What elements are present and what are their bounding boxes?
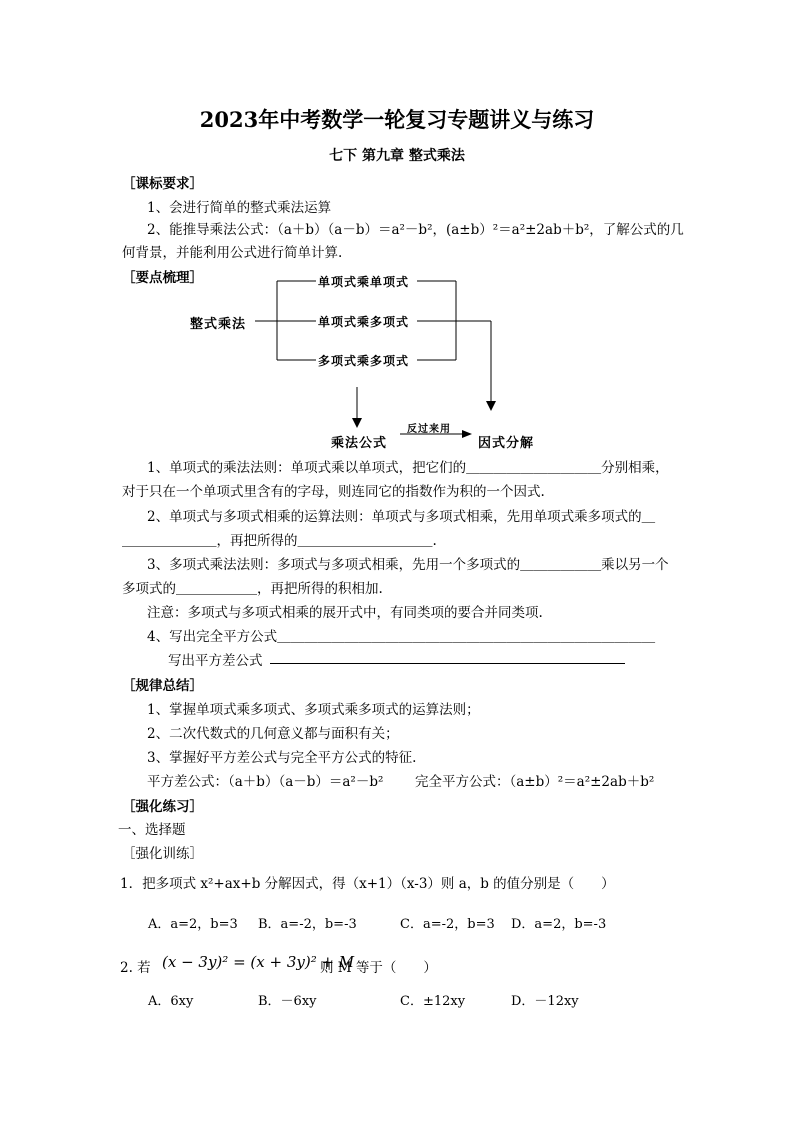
question-2-suffix: 则 M 等于（ ） [320, 960, 437, 976]
key-item: 4、写出完全平方公式＿＿＿＿＿＿＿＿＿＿＿＿＿＿＿＿＿＿＿＿＿＿＿＿＿＿＿＿ [147, 629, 656, 645]
key-item: ＿＿＿＿＿＿＿，再把所得的＿＿＿＿＿＿＿＿＿＿. [122, 533, 437, 549]
key-item: 1、单项式的乘法法则：单项式乘以单项式，把它们的＿＿＿＿＿＿＿＿＿＿分别相乘， [147, 460, 669, 476]
rule-item: 平方差公式：（a＋b）（a－b）＝a²－b² [147, 774, 384, 790]
section-key-points: ［要点梳理］ [122, 270, 203, 286]
key-item: 多项式的＿＿＿＿＿＿，再把所得的积相加. [122, 581, 383, 597]
curriculum-item: 1、会进行简单的整式乘法运算 [147, 200, 332, 216]
key-item: 2、单项式与多项式相乘的运算法则：单项式与多项式相乘，先用单项式乘多项式的＿ [147, 509, 656, 525]
question-2-prefix: 2. 若 [120, 960, 151, 976]
diagram-factor: 因式分解 [478, 436, 535, 451]
arrowhead [486, 401, 496, 411]
section-practice: ［强化练习］ [122, 799, 203, 815]
curriculum-item: 2、能推导乘法公式：（a＋b）（a－b）＝a²－b²，(a±b）²＝a²±2ab＋b²，了解公式的几 [147, 222, 684, 238]
rule-item: 完全平方公式：（a±b）²＝a²±2ab＋b² [415, 774, 655, 790]
diagram-branch: 单项式乘多项式 [318, 315, 410, 329]
question-1-option: C．a=-2，b=3 [400, 917, 495, 932]
diagram-branch: 单项式乘单项式 [318, 275, 410, 289]
key-item: 3、多项式乘法法则：多项式与多项式相乘，先用一个多项式的＿＿＿＿＿＿乘以另一个 [147, 557, 669, 573]
diagram-root: 整式乘法 [190, 317, 247, 332]
rule-item: 2、二次代数式的几何意义都与面积有关； [147, 726, 399, 742]
question-2-option: A．6xy [148, 994, 194, 1009]
diagram-branch: 多项式乘多项式 [318, 354, 410, 368]
section-rules: ［规律总结］ [122, 678, 203, 694]
arrowhead [352, 418, 362, 428]
page-title: 2023年中考数学一轮复习专题讲义与练习 [199, 107, 595, 132]
rule-item: 1、掌握单项式乘多项式、多项式乘多项式的运算法则； [147, 702, 480, 718]
section-curriculum: ［课标要求］ [122, 176, 203, 192]
answer-blank-line [270, 663, 625, 664]
arrowhead [462, 430, 472, 438]
curriculum-item: 何背景，并能利用公式进行简单计算. [122, 245, 343, 261]
key-item: 注意：多项式与多项式相乘的展开式中，有同类项的要合并同类项. [147, 605, 543, 621]
chapter-subtitle: 七下 第九章 整式乘法 [329, 148, 465, 164]
rule-item: 3、掌握好平方差公式与完全平方公式的特征. [147, 750, 417, 766]
question-2-option: C．±12xy [400, 994, 466, 1009]
question-2-option: D．－12xy [511, 994, 579, 1009]
key-item: 对于只在一个单项式里含有的字母，则连同它的指数作为积的一个因式. [122, 484, 545, 500]
question-1: 1．把多项式 x²+ax+b 分解因式，得（x+1）（x-3）则 a，b 的值分别是（ ） [120, 876, 615, 892]
question-1-option: B．a=-2，b=-3 [258, 917, 357, 932]
question-2-option: B．－6xy [258, 994, 317, 1009]
key-item: 写出平方差公式 [168, 653, 263, 669]
diagram-reverse-label: 反过来用 [407, 424, 451, 435]
practice-training: ［强化训练］ [122, 846, 203, 862]
diagram-formula: 乘法公式 [331, 436, 388, 451]
practice-part: 一、选择题 [118, 822, 186, 838]
question-2-equation: (x − 3y)² = (x + 3y)² + M [162, 953, 355, 971]
question-1-option: D．a=2，b=-3 [511, 917, 607, 932]
question-1-option: A．a=2，b=3 [148, 917, 238, 932]
